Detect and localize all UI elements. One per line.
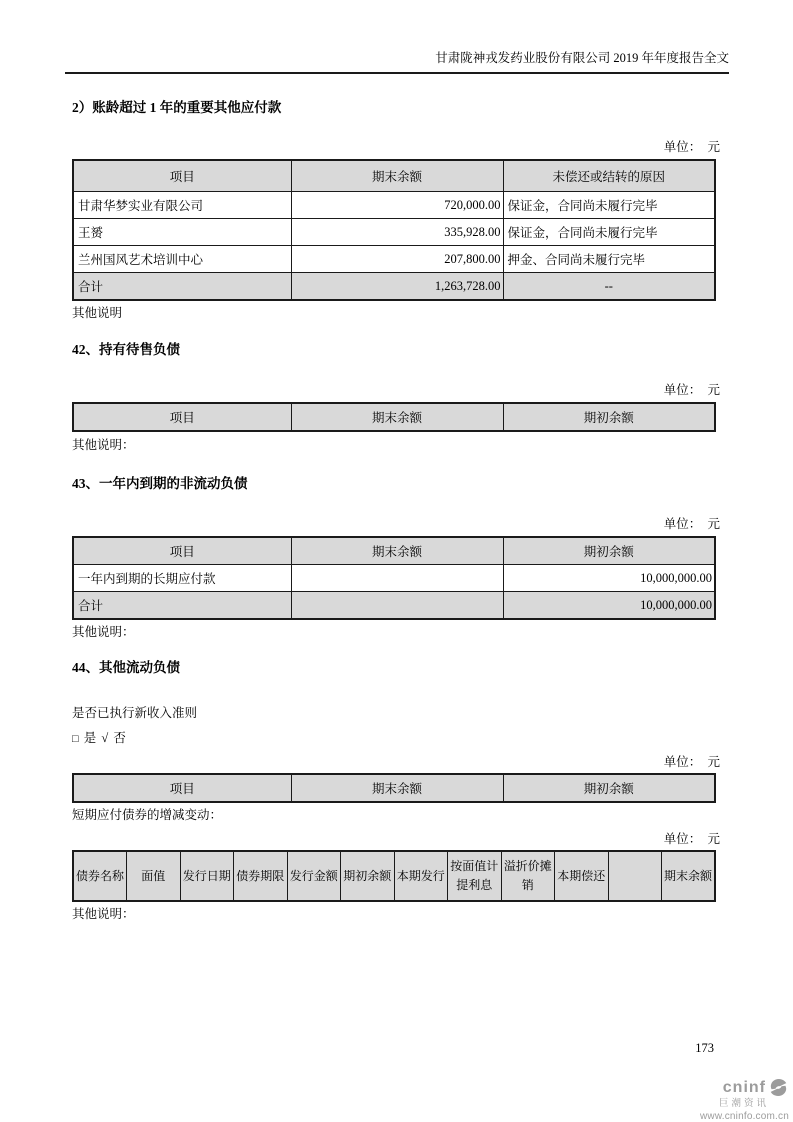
cninfo-chinese-name: 巨潮资讯 (718, 1098, 769, 1109)
unit-label: 单位： 元 (663, 383, 720, 397)
heading-other-current-liabilities: 44、其他流动负债 (72, 660, 180, 675)
column-header-ending-balance: 期末余额 (291, 160, 503, 192)
other-notes-label: 其他说明 (72, 306, 123, 320)
column-header-interest-at-face: 按面值计提利息 (448, 851, 502, 901)
cninfo-logo-top (679, 1078, 789, 1097)
document-header (65, 50, 729, 74)
other-notes-label: 其他说明： (72, 907, 135, 921)
new-revenue-standard-question: 是否已执行新收入准则 (72, 706, 198, 720)
heading-aging-over-1-year: 2）账龄超过 1 年的重要其他应付款 (72, 100, 282, 115)
table-header-row (73, 537, 715, 565)
column-header-face-value: 面值 (127, 851, 181, 901)
other-notes-label: 其他说明： (72, 438, 135, 452)
column-header-premium-amortization: 溢折价摊销 (501, 851, 555, 901)
column-header-item: 项目 (73, 537, 291, 565)
cell-reason: 押金、合同尚未履行完毕 (503, 246, 715, 273)
total-row (73, 592, 715, 620)
column-header-ending-balance: 期末余额 (291, 537, 503, 565)
column-header-current-issue: 本期发行 (394, 851, 448, 901)
heading-noncurrent-liabilities-due: 43、一年内到期的非流动负债 (72, 476, 248, 491)
checkmark-icon: √ (101, 731, 110, 745)
cell-ending-balance (291, 565, 503, 592)
column-header-beginning-balance: 期初余额 (503, 403, 715, 431)
page-number: 173 (695, 1041, 714, 1055)
document-header-title: 甘肃陇神戎发药业股份有限公司 2019 年年度报告全文 (435, 51, 729, 65)
column-header-ending-balance: 期末余额 (291, 774, 503, 802)
bond-change-intro: 短期应付债券的增减变动： (72, 808, 223, 822)
column-header-beginning-balance: 期初余额 (503, 537, 715, 565)
cell-reason: 保证金，合同尚未履行完毕 (503, 219, 715, 246)
column-header-item: 项目 (73, 774, 291, 802)
cell-reason: 保证金，合同尚未履行完毕 (503, 192, 715, 219)
column-header-bond-name: 债券名称 (73, 851, 127, 901)
cell-total-beginning: 10,000,000.00 (503, 592, 715, 620)
cell-total-reason: -- (503, 273, 715, 301)
column-header-beginning-balance: 期初余额 (503, 774, 715, 802)
column-header-bond-term: 债券期限 (234, 851, 288, 901)
noncurrent-liabilities-due-table (72, 536, 716, 620)
column-header-item: 项目 (73, 160, 291, 192)
no-option-label: 否 (113, 731, 127, 745)
cell-beginning-balance: 10,000,000.00 (503, 565, 715, 592)
overdue-other-payables-table (72, 159, 716, 301)
yes-option-label: 是 (83, 731, 98, 745)
cninfo-url: www.cninfo.com.cn (700, 1110, 789, 1122)
unit-label: 单位： 元 (663, 517, 720, 531)
table-row (73, 246, 715, 273)
cninfo-logo (679, 1078, 789, 1122)
held-for-sale-liabilities-table (72, 402, 716, 432)
unit-label: 单位： 元 (663, 755, 720, 769)
column-header-item: 项目 (73, 403, 291, 431)
short-term-bonds-table (72, 850, 716, 902)
table-header-row (73, 403, 715, 431)
column-header-issue-date: 发行日期 (180, 851, 234, 901)
column-header-ending-balance: 期末余额 (291, 403, 503, 431)
checkbox-unchecked-icon: □ (72, 733, 80, 745)
cell-total-amount: 1,263,728.00 (291, 273, 503, 301)
cell-item: 甘肃华梦实业有限公司 (73, 192, 291, 219)
column-header-blank (608, 851, 662, 901)
cell-total-ending (291, 592, 503, 620)
cell-ending-balance: 207,800.00 (291, 246, 503, 273)
total-row (73, 273, 715, 301)
column-header-issue-amount: 发行金额 (287, 851, 341, 901)
column-header-reason: 未偿还或结转的原因 (503, 160, 715, 192)
other-notes-label: 其他说明： (72, 625, 135, 639)
cell-item: 一年内到期的长期应付款 (73, 565, 291, 592)
column-header-current-repayment: 本期偿还 (555, 851, 609, 901)
table-row (73, 565, 715, 592)
cell-item: 王赟 (73, 219, 291, 246)
table-row (73, 219, 715, 246)
cell-ending-balance: 335,928.00 (291, 219, 503, 246)
unit-label: 单位： 元 (663, 832, 720, 846)
page-content (72, 78, 720, 923)
table-header-row (73, 160, 715, 192)
table-header-row (73, 851, 715, 901)
cninfo-brand-text: cninf (722, 1078, 766, 1096)
table-row (73, 192, 715, 219)
unit-label: 单位： 元 (663, 140, 720, 154)
column-header-ending-balance: 期末余额 (662, 851, 716, 901)
cell-ending-balance: 720,000.00 (291, 192, 503, 219)
cell-item: 兰州国风艺术培训中心 (73, 246, 291, 273)
cninfo-swirl-icon (768, 1078, 789, 1097)
table-header-row (73, 774, 715, 802)
yes-no-choice (72, 730, 714, 748)
other-current-liabilities-table (72, 773, 716, 803)
cell-total-label: 合计 (73, 273, 291, 301)
cell-total-label: 合计 (73, 592, 291, 620)
column-header-beginning-balance: 期初余额 (341, 851, 395, 901)
heading-held-for-sale-liabilities: 42、持有待售负债 (72, 342, 180, 357)
